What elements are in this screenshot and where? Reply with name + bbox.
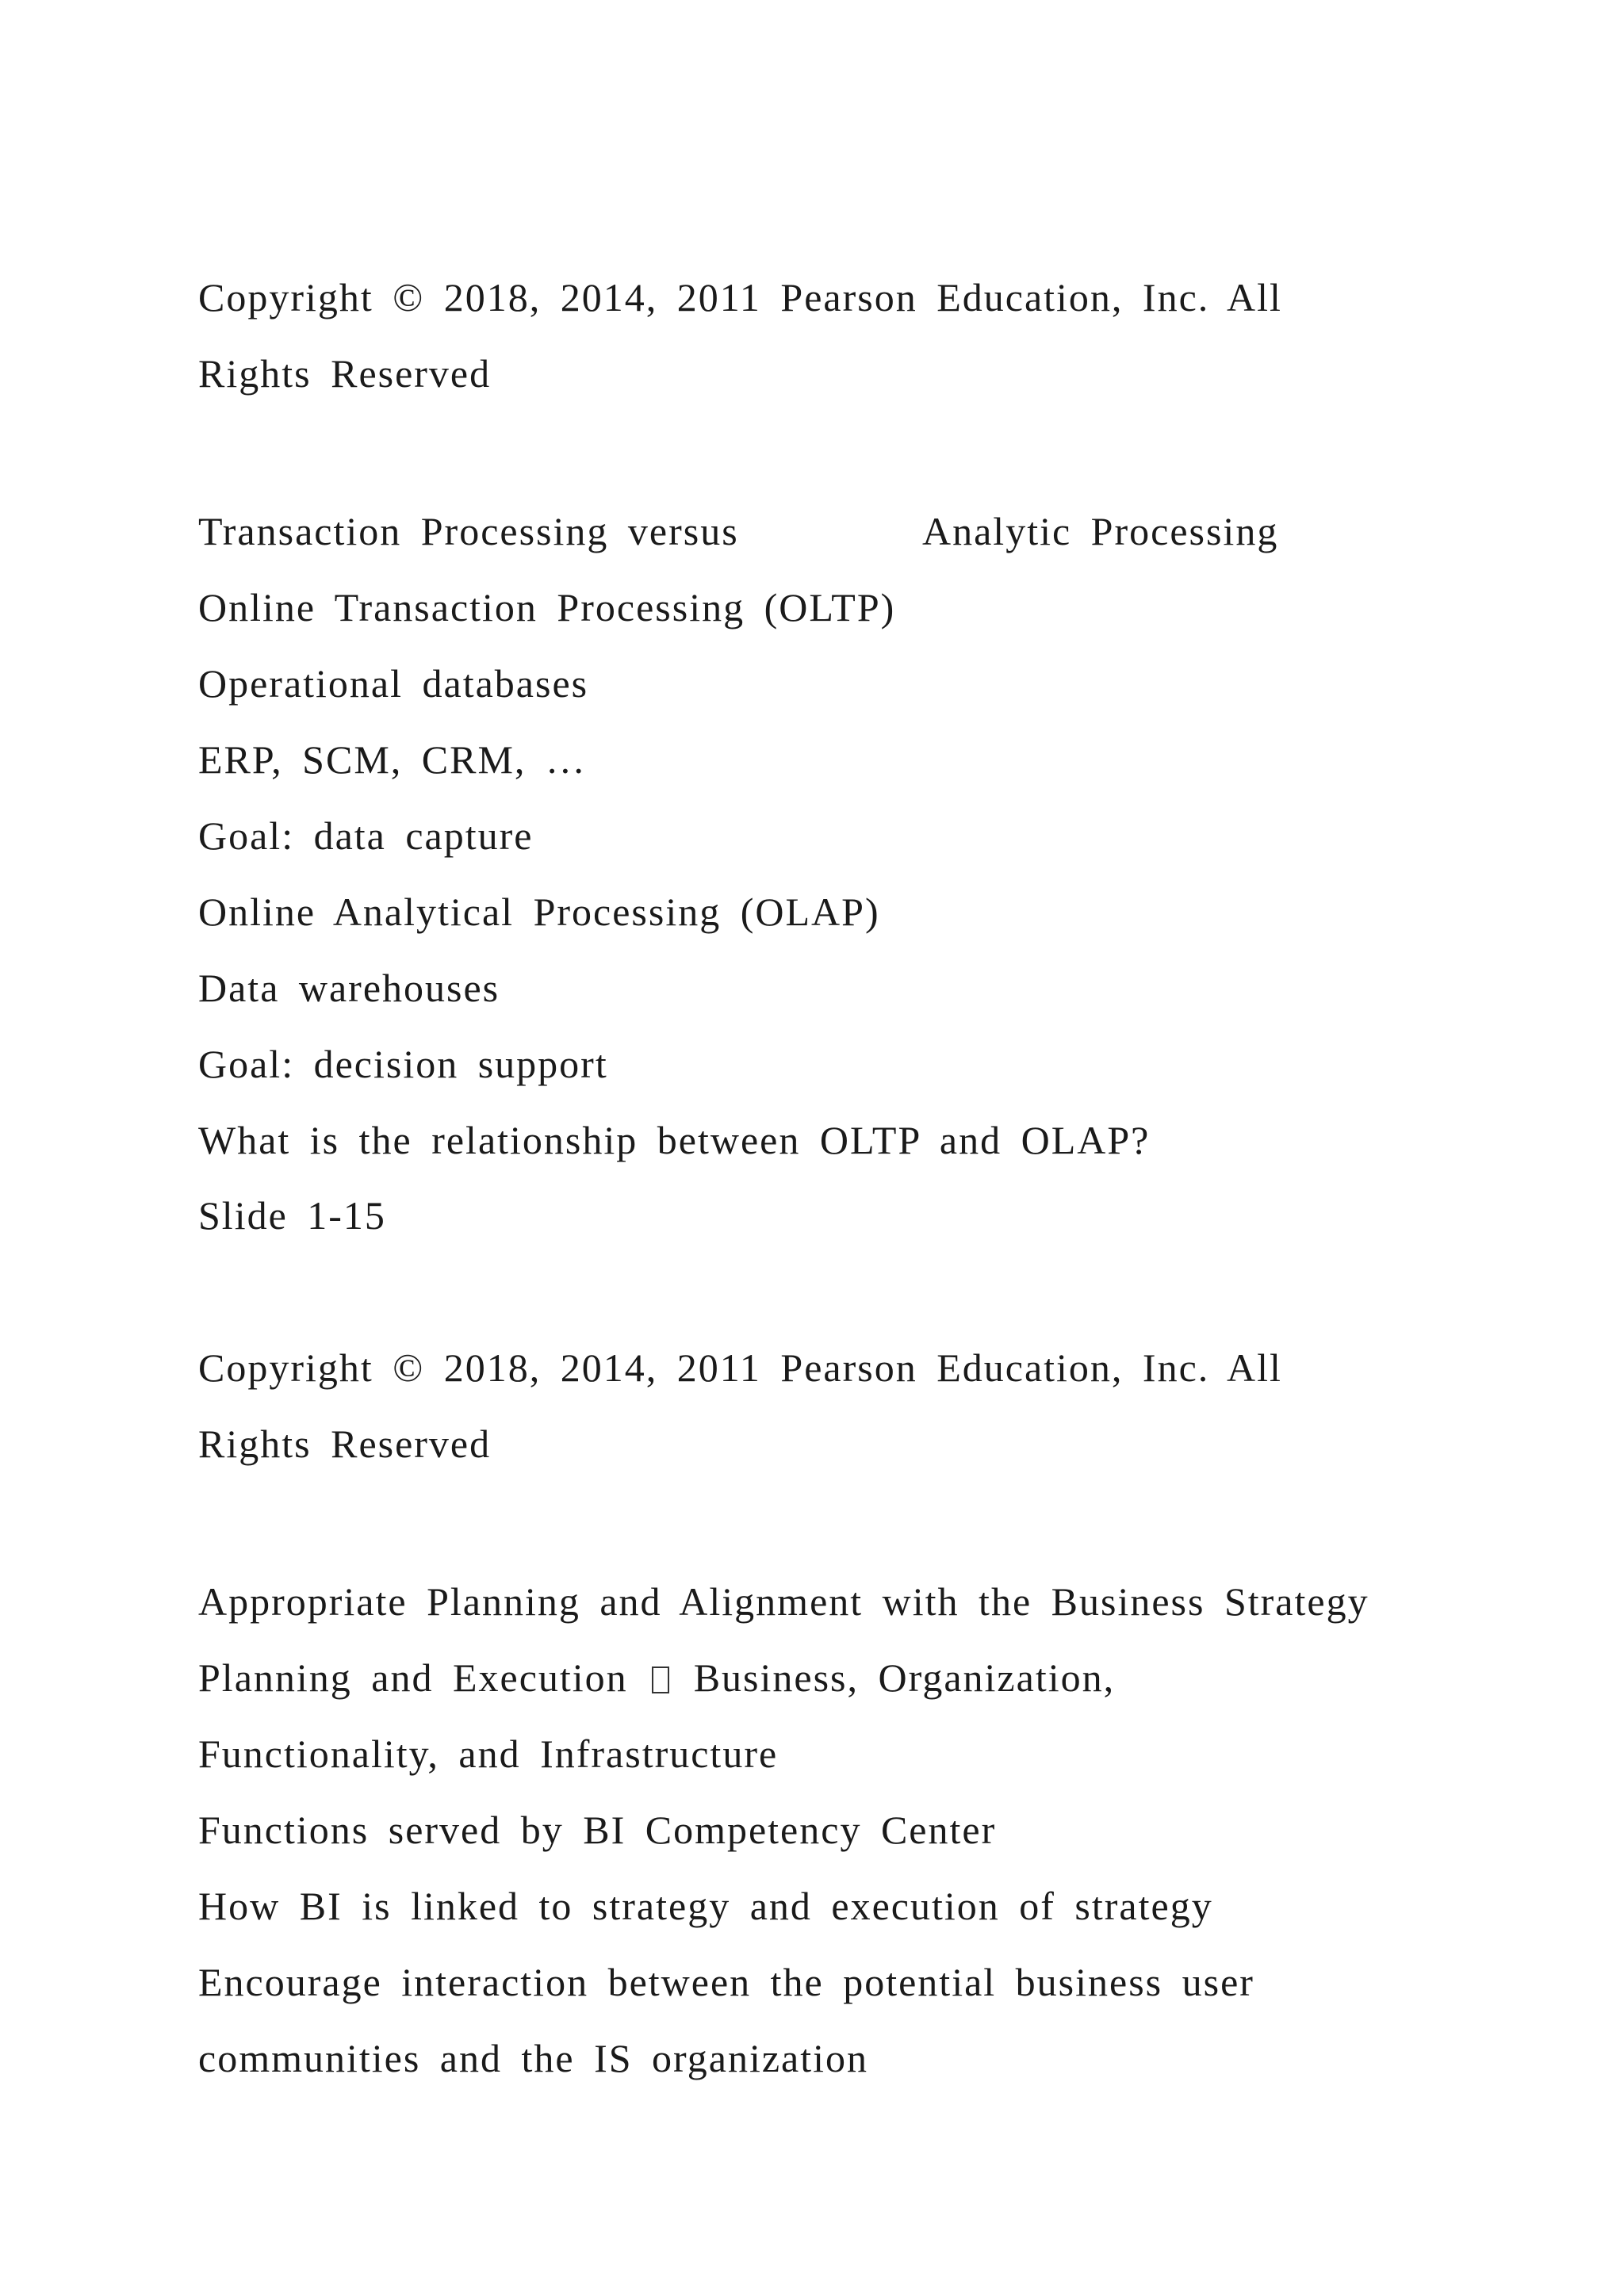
- planning-execution-line: [198, 1654, 1115, 1701]
- slide-title-left: Transaction Processing versus: [198, 509, 739, 553]
- bullet-oltp-olap-question: What is the relationship between OLTP and OLAP?: [198, 1118, 1151, 1162]
- bullet-bi-competency-center: Functions served by BI Competency Center: [198, 1808, 997, 1852]
- bullet-communities-is-organization: communities and the IS organization: [198, 2036, 869, 2080]
- slide-title: Appropriate Planning and Alignment with the Business Strategy: [198, 1579, 1369, 1624]
- planning-execution-text: Planning and Execution: [198, 1655, 628, 1700]
- bullet-olap: Online Analytical Processing (OLAP): [198, 890, 880, 934]
- business-organization-text: Business, Organization,: [693, 1655, 1116, 1700]
- functionality-infrastructure-line: Functionality, and Infrastructure: [198, 1732, 779, 1776]
- copyright-line-1: Copyright © 2018, 2014, 2011 Pearson Education, Inc. All: [198, 275, 1282, 320]
- copyright-line-1: Copyright © 2018, 2014, 2011 Pearson Education, Inc. All: [198, 1345, 1282, 1390]
- bullet-data-warehouses: Data warehouses: [198, 966, 500, 1010]
- bullet-operational-databases: Operational databases: [198, 661, 589, 706]
- bullet-goal-data-capture: Goal: data capture: [198, 813, 534, 858]
- copyright-line-2: Rights Reserved: [198, 1422, 492, 1466]
- bullet-erp-scm-crm: ERP, SCM, CRM, …: [198, 737, 587, 782]
- bullet-bi-strategy-link: How BI is linked to strategy and execution of strategy: [198, 1884, 1213, 1928]
- slide-title-right: Analytic Processing: [922, 509, 1279, 553]
- bullet-oltp: Online Transaction Processing (OLTP): [198, 585, 896, 629]
- slide-number: Slide 1-15: [198, 1193, 386, 1238]
- bullet-goal-decision-support: Goal: decision support: [198, 1042, 608, 1086]
- copyright-line-2: Rights Reserved: [198, 351, 492, 396]
- bullet-encourage-interaction: Encourage interaction between the potential business user: [198, 1960, 1254, 2004]
- missing-glyph-icon: [652, 1667, 669, 1693]
